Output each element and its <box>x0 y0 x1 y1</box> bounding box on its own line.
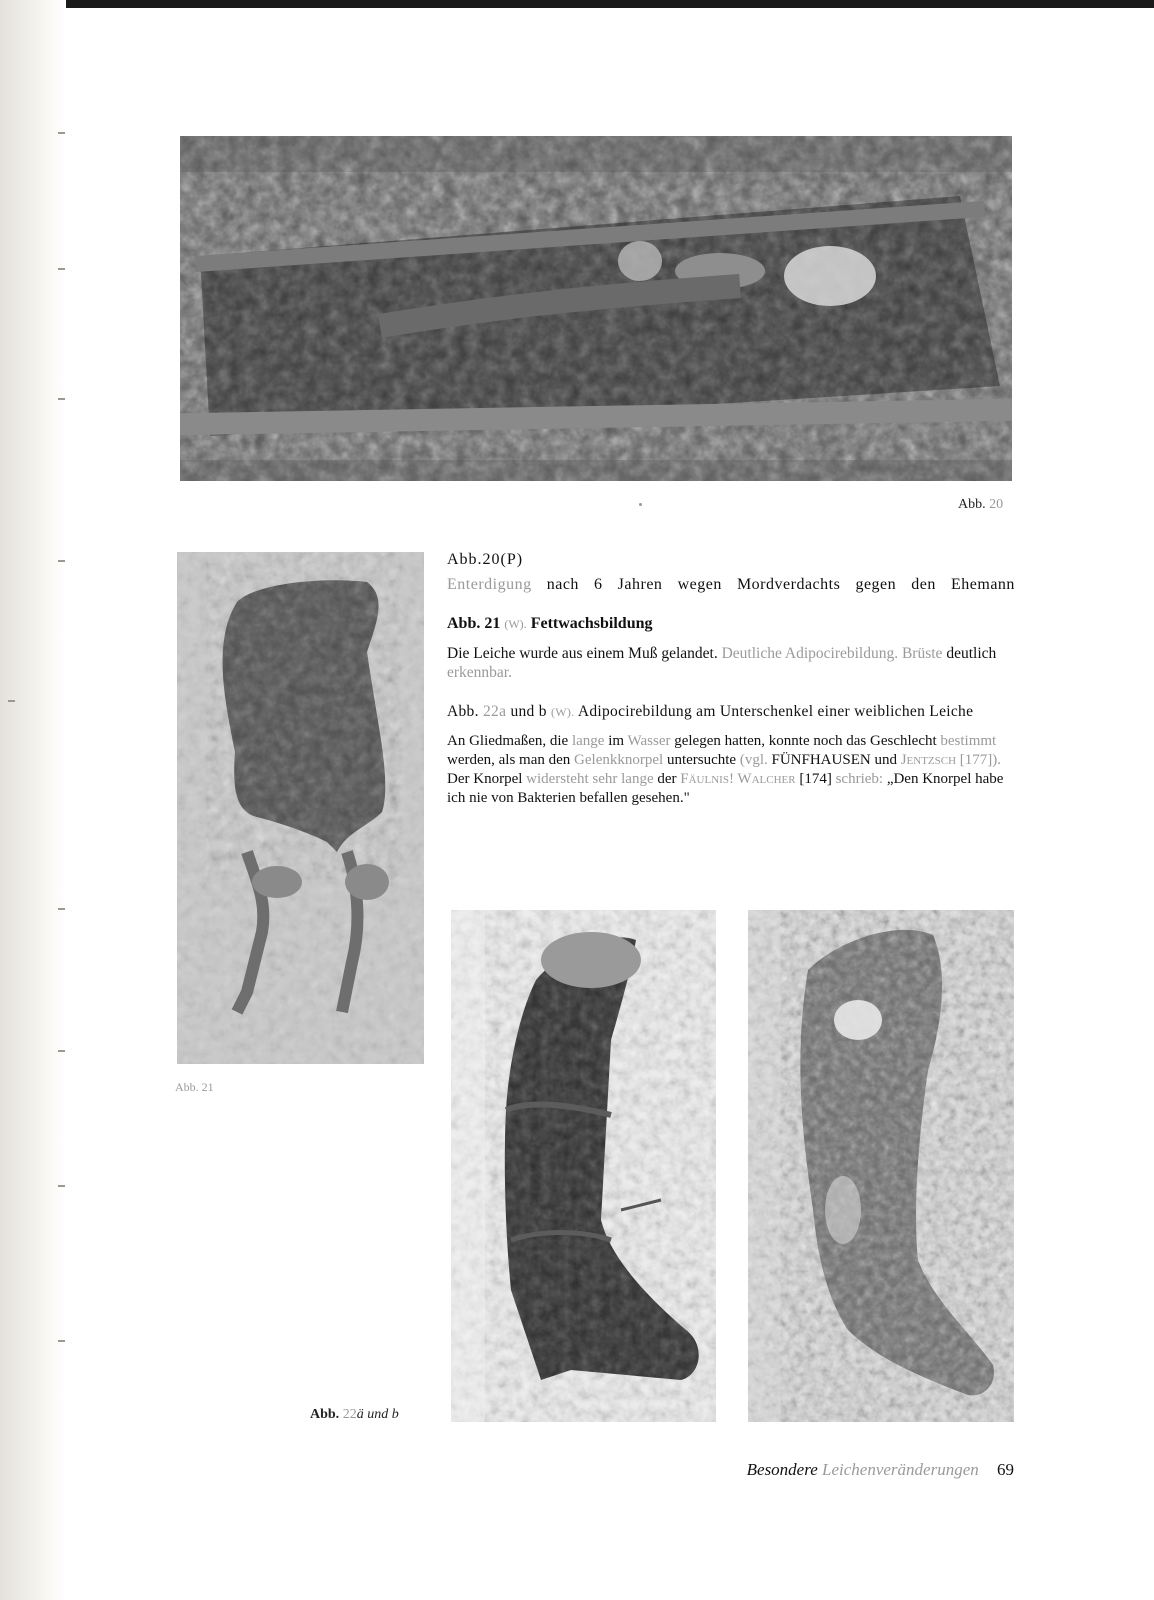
spine-mark <box>58 268 65 270</box>
figure-21-heading-code: (W). <box>504 617 527 631</box>
desc-word: den <box>911 576 936 593</box>
p: (vgl. <box>739 752 768 768</box>
figure-text-block <box>447 550 1015 828</box>
figure-22-heading-und: und b <box>510 703 547 720</box>
figure-22-caption-number: 22 <box>342 1407 357 1422</box>
p: widersteht sehr lange <box>526 771 654 787</box>
p: untersuchte <box>666 752 737 768</box>
desc-word: nach <box>546 576 579 593</box>
desc-word: gegen <box>855 576 897 593</box>
figure-20-caption-label: Abb. <box>958 497 986 512</box>
page-footer <box>700 1460 1014 1480</box>
p: Der Knorpel <box>447 771 523 787</box>
figure-20-caption <box>958 497 1003 513</box>
figure-20-photo <box>180 136 1012 481</box>
p: Wasser <box>627 733 671 749</box>
p: und <box>874 752 897 768</box>
figure-21-body-text: Die Leiche wurde aus einem Muß gelandet. <box>447 645 718 662</box>
page-number: 69 <box>997 1460 1014 1479</box>
p: bestimmt <box>940 733 997 749</box>
p: lange <box>571 733 605 749</box>
p: Gelenkknorpel <box>574 752 664 768</box>
figure-22-body <box>447 732 1015 808</box>
figure-22-heading-code: (W). <box>551 705 575 719</box>
desc-word: 6 <box>594 576 603 593</box>
figure-21-heading <box>447 614 1015 634</box>
figure-21-body-faded: erkennbar. <box>447 664 512 681</box>
spine-mark <box>58 1185 65 1187</box>
spine-mark <box>58 1050 65 1052</box>
figure-20-description <box>447 575 1015 594</box>
figure-22a-photo <box>451 910 716 1422</box>
figure-22-heading-abb: Abb. <box>447 703 479 720</box>
p: FÜNFHAUSEN <box>771 752 871 768</box>
spine-mark <box>58 132 65 134</box>
p: „Den Knorpel habe ich nie von Bakterien befallen gesehen." <box>447 771 1004 806</box>
p: schrieb: <box>835 771 884 787</box>
desc-word: wegen <box>677 576 722 593</box>
figure-22-heading-number: 22a <box>482 703 507 720</box>
spine-mark <box>8 700 15 702</box>
spine-mark <box>58 908 65 910</box>
spine-mark <box>58 1340 65 1342</box>
p: Fäulnis! Walcher <box>680 771 796 787</box>
p: im <box>608 733 625 749</box>
figure-22-caption-label: Abb. <box>310 1407 340 1422</box>
book-spine-shadow <box>0 0 66 1600</box>
p: der <box>657 771 677 787</box>
p: [174] <box>799 771 832 787</box>
p: Jentzsch [177]). <box>900 752 1002 768</box>
figure-21-caption: Abb. 21 <box>175 1080 214 1094</box>
desc-word: Ehemann <box>951 576 1015 593</box>
figure-20-caption-number: 20 <box>989 497 1004 512</box>
figure-20-label: Abb.20(P) <box>447 551 524 568</box>
footer-section-label: Besondere <box>746 1460 818 1479</box>
p: gelegen hatten, konnte noch das Geschlecht <box>674 733 937 749</box>
desc-word: Enterdigung <box>447 576 532 593</box>
desc-word: Jahren <box>617 576 663 593</box>
top-rule <box>60 0 1154 8</box>
figure-21-body-text: deutlich <box>946 645 997 662</box>
figure-21-body <box>447 644 1015 682</box>
p: werden, als man den <box>447 752 571 768</box>
figure-21-photo <box>177 552 424 1064</box>
figure-21-heading-prefix: Abb. 21 <box>447 615 501 632</box>
p: An Gliedmaßen, die <box>447 733 569 749</box>
figure-22-caption-rest: ä und b <box>356 1407 399 1422</box>
desc-word: Mordverdachts <box>736 576 841 593</box>
figure-22-heading <box>447 702 1015 722</box>
spine-mark <box>58 398 65 400</box>
figure-22b-photo <box>748 910 1014 1422</box>
figure-22-caption <box>310 1407 399 1423</box>
figure-22-heading-text: Adipocirebildung am Unterschenkel einer weiblichen Leiche <box>577 703 974 720</box>
spine-mark <box>58 560 65 562</box>
footer-section-faded: Leichenveränderungen <box>822 1460 979 1479</box>
figure-21-body-faded: Deutliche Adipocirebildung. Brüste <box>721 645 943 662</box>
speck <box>639 503 642 506</box>
figure-21-heading-title: Fettwachsbildung <box>530 615 653 632</box>
